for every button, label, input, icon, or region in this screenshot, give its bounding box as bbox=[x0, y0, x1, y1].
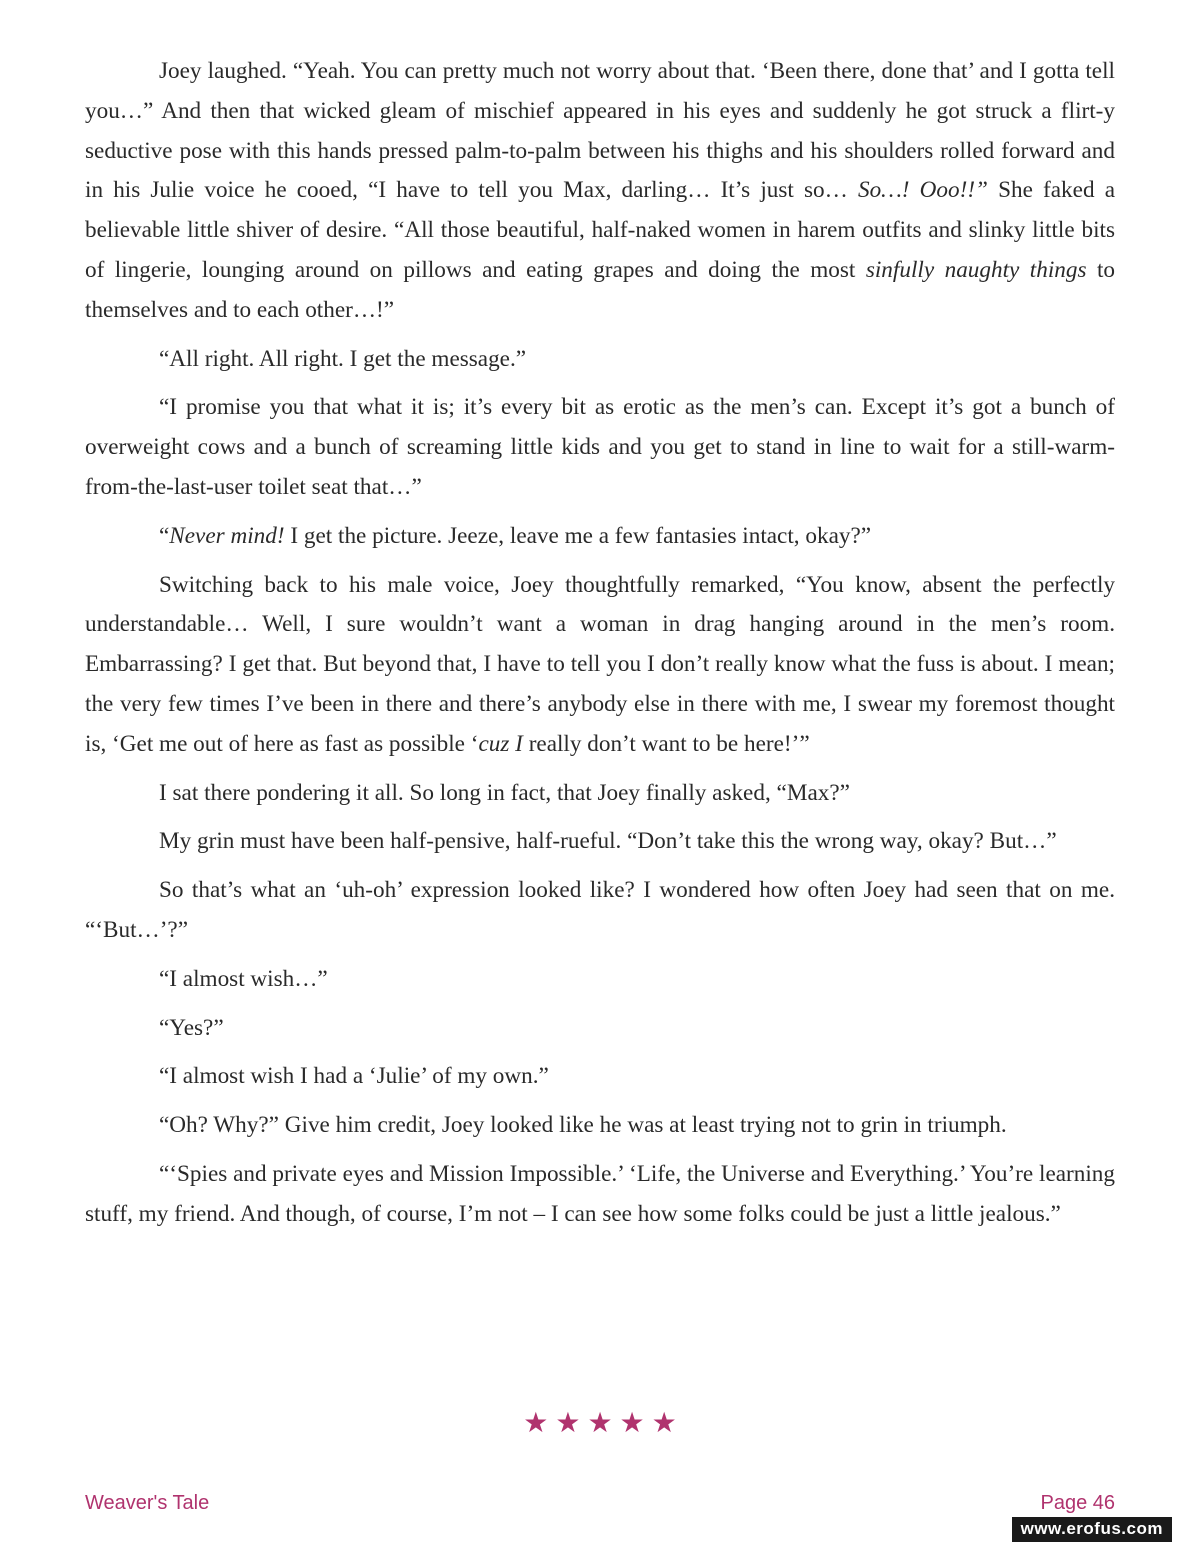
text-run: “ bbox=[159, 522, 170, 549]
text-run: Switching back to his male voice, Joey thoughtfully remarked, “You know, absent the perfectly understandable… Well, I sure wouldn’t want a woman in drag hanging around in the men’s room. Embarrassing? I get that. But beyond that, I have to tell you I don’t really know what the fuss is about. I mean; the very few times I’ve been in there and there’s anybody else in there with me, I swear my foremost thought is, ‘Get me out of here as fast as possible ‘ bbox=[85, 571, 1115, 757]
text-run: My grin must have been half-pensive, half-rueful. “Don’t take this the wrong way, okay? But…” bbox=[159, 828, 1057, 855]
paragraph bbox=[85, 340, 1115, 380]
text-run: “All right. All right. I get the message.” bbox=[159, 345, 527, 372]
paragraph bbox=[85, 1057, 1115, 1097]
watermark: www.erofus.com bbox=[1012, 1517, 1172, 1542]
paragraph bbox=[85, 1009, 1115, 1049]
paragraph bbox=[85, 871, 1115, 951]
footer-book-title: Weaver's Tale bbox=[85, 1492, 210, 1514]
section-separator bbox=[0, 1406, 1200, 1439]
text-run: I get the picture. Jeeze, leave me a few fantasies intact, okay?” bbox=[284, 522, 872, 549]
text-run: to themselves and to each other…!” bbox=[85, 256, 1115, 323]
text-run: “Yes?” bbox=[159, 1014, 224, 1041]
text-run: “I almost wish I had a ‘Julie’ of my own.” bbox=[159, 1063, 549, 1090]
italic-text: cuz I bbox=[478, 730, 523, 757]
text-run: I sat there pondering it all. So long in fact, that Joey finally asked, “Max?” bbox=[159, 779, 850, 806]
paragraph bbox=[85, 566, 1115, 765]
paragraph bbox=[85, 960, 1115, 1000]
text-run: “Oh? Why?” Give him credit, Joey looked like he was at least trying not to grin in triumph. bbox=[159, 1112, 1007, 1139]
footer-page-number: Page 46 bbox=[1040, 1492, 1115, 1514]
paragraph bbox=[85, 517, 1115, 557]
text-run: really don’t want to be here!’” bbox=[522, 730, 810, 757]
text-run: “‘Spies and private eyes and Mission Impossible.’ ‘Life, the Universe and Everything.’ You’re learning stuff, my friend. And though, of course, I’m not – I can see how some folks could be just a little jealous.” bbox=[85, 1160, 1115, 1227]
paragraph bbox=[85, 388, 1115, 507]
paragraph bbox=[85, 1155, 1115, 1235]
italic-text: Never mind! bbox=[169, 522, 285, 549]
paragraph bbox=[85, 822, 1115, 862]
text-run: So that’s what an ‘uh-oh’ expression looked like? I wondered how often Joey had seen that on me. “‘But…’?” bbox=[85, 877, 1115, 943]
page-body bbox=[85, 52, 1115, 1244]
text-run: She faked a believable little shiver of desire. “All those beautiful, half-naked women in harem outfits and slinky little bits of lingerie, lounging around on pillows and eating grapes and doing the most bbox=[85, 177, 1115, 283]
paragraph bbox=[85, 1106, 1115, 1146]
italic-text: sinfully naughty things bbox=[865, 256, 1087, 283]
text-run: “I promise you that what it is; it’s every bit as erotic as the men’s can. Except it’s got a bunch of overweight cows and a bunch of screaming little kids and you get to stand in line to wait for a still-warm-from-the-last-user toilet seat that…” bbox=[85, 394, 1115, 500]
paragraph bbox=[85, 774, 1115, 814]
text-run: “I almost wish…” bbox=[159, 965, 328, 992]
paragraph bbox=[85, 52, 1115, 331]
text-run: Joey laughed. “Yeah. You can pretty much not worry about that. ‘Been there, done that’ and I gotta tell you…” And then that wicked gleam of mischief appeared in his eyes and suddenly he got struck a flirt-y seductive pose with this hands pressed palm-to-palm between his thighs and his shoulders rolled forward and in his Julie voice he cooed, “I have to tell you Max, darling… It’s just so… bbox=[85, 58, 1115, 204]
star-icons: ★★★★★ bbox=[523, 1406, 684, 1439]
italic-text: So…! Ooo!!” bbox=[857, 177, 988, 204]
